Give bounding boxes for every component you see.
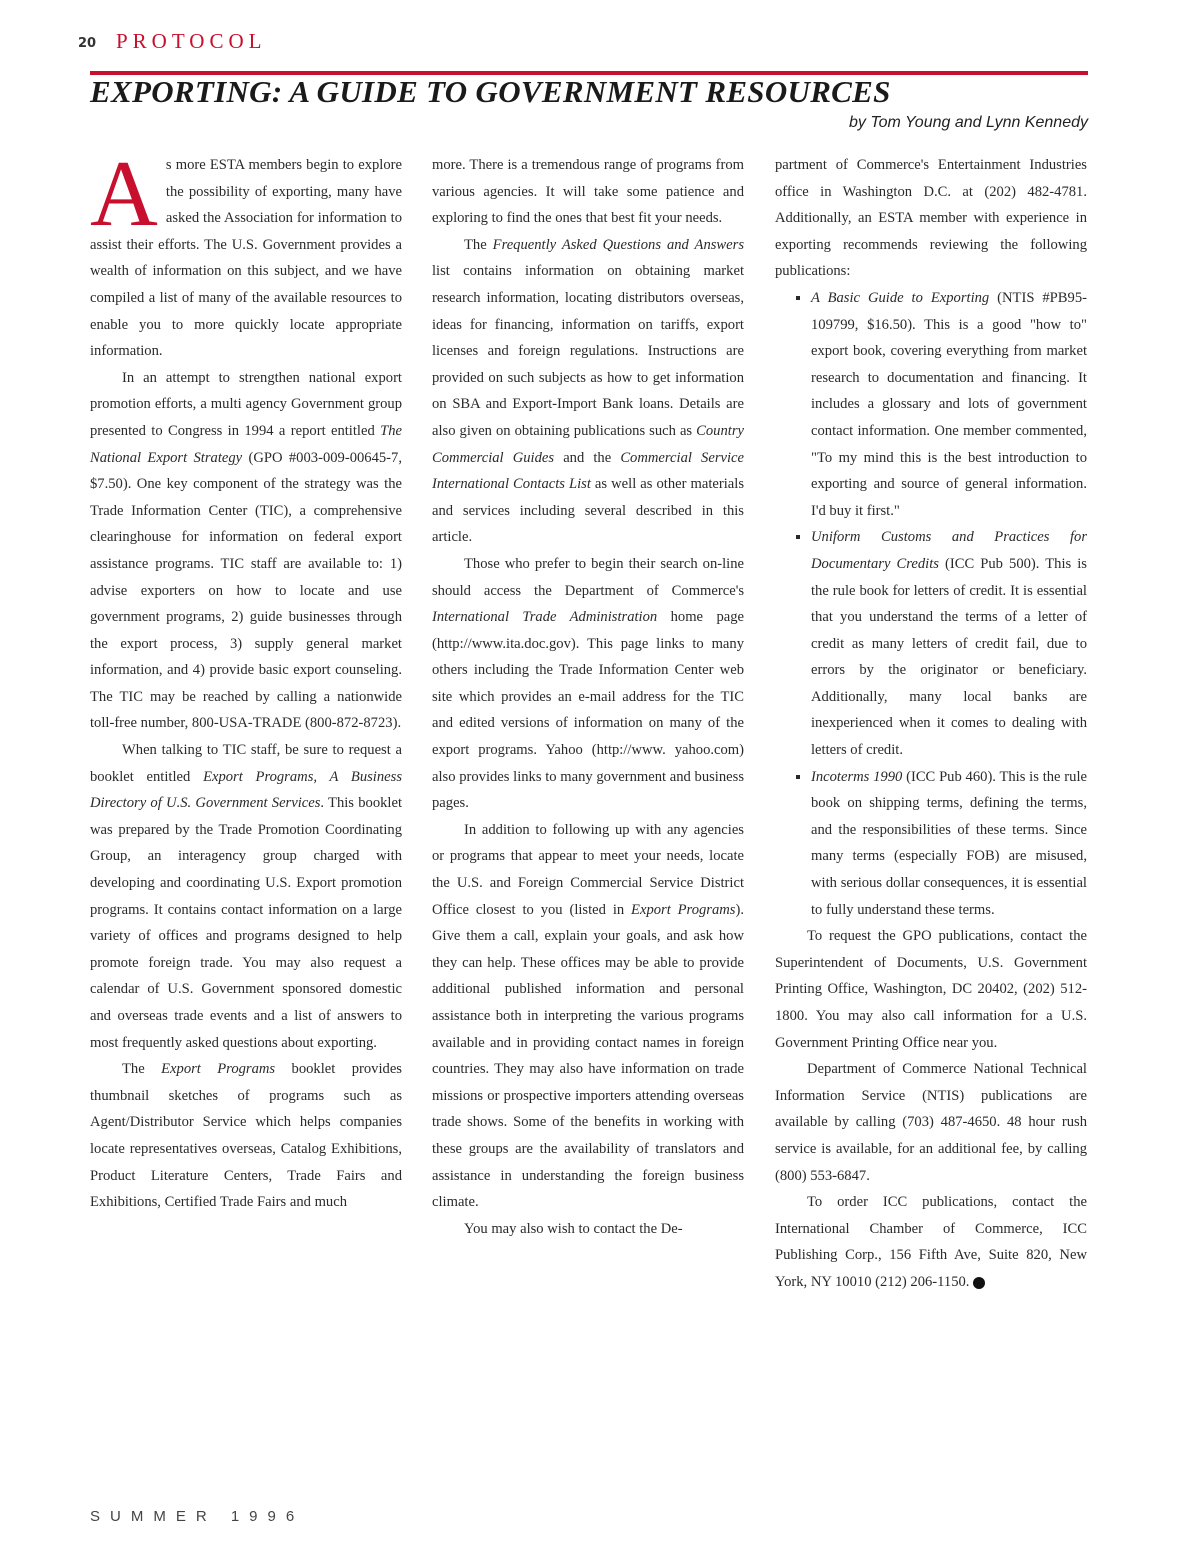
publication-title: Export Programs bbox=[161, 1061, 276, 1078]
paragraph-text: ). Give them a call, explain your goals, and ask how they can help. These offices may be able to provide additional published information and personal assistance both in interpreting the various programs available and in providing contact names in foreign countries. They may also have information on trade missions or prospective importers attending overseas trade shows. Some of the benefits in working with these groups are the availability of translators and assistance in understanding the foreign business climate. bbox=[432, 901, 744, 1211]
paragraph bbox=[775, 923, 1087, 1056]
byline: by Tom Young and Lynn Kennedy bbox=[848, 114, 1088, 131]
paragraph bbox=[90, 365, 402, 737]
paragraph-text: Department of Commerce National Technical Information Service (NTIS) publications are available by calling (703) 487-4650. 48 hour rush service is available, for an additional fee, by calling (800) 553-6847. bbox=[775, 1061, 1087, 1184]
paragraph-text: partment of Commerce's Entertainment Industries office in Washington D.C. at (202) 482-4781. Additionally, an ESTA member with experience in exporting recommends reviewing the following publications: bbox=[775, 157, 1087, 280]
footer-issue: SUMMER 1996 bbox=[90, 1508, 305, 1525]
paragraph-text: The bbox=[122, 1061, 162, 1078]
publication-title: Frequently Asked Questions and Answers bbox=[492, 236, 745, 253]
paragraph bbox=[775, 152, 1087, 285]
list-item-text: (ICC Pub 500). This is the rule book for letters of credit. It is essential that you understand the terms of a letter of credit as many letters of credit fail, due to errors by the originator or beneficiary. Additionally, many local banks are inexperienced when it comes to dealing with letters of credit. bbox=[811, 555, 1087, 759]
paragraph-text: In an attempt to strengthen national export promotion efforts, a multi agency Government group presented to Congress in 1994 a report entitled bbox=[90, 369, 402, 439]
paragraph-text: more. There is a tremendous range of programs from various agencies. It will take some patience and exploring to find the ones that best fit your needs. bbox=[432, 157, 744, 227]
paragraph-text: and the bbox=[554, 449, 621, 466]
list-item-text: (NTIS #PB95-109799, $16.50). This is a good "how to" export book, covering everything from market research to documentation and financing. It includes a glossary and lots of government contact information. One member commented, "To my mind this is the best introduction to exporting and source of general information. I'd buy it first." bbox=[811, 289, 1087, 519]
paragraph-text: The bbox=[464, 236, 493, 253]
publication-title: Commercial Service International Contacts List bbox=[432, 449, 744, 493]
column-3 bbox=[775, 152, 1087, 1296]
section-header: PROTOCOL bbox=[116, 29, 267, 53]
page-number: 20 bbox=[78, 36, 97, 51]
paragraph bbox=[775, 1056, 1087, 1189]
paragraph bbox=[90, 142, 402, 365]
end-mark-icon bbox=[973, 1277, 985, 1289]
paragraph bbox=[432, 1216, 744, 1243]
paragraph-text: To request the GPO publications, contact the Superintendent of Documents, U.S. Government Printing Office, Washington, DC 20402, (202) 512-1800. You may also call information for a U.S. Government Printing Office near you. bbox=[775, 928, 1087, 1051]
paragraph-text: home page (http://www.ita.doc.gov). This page links to many others including the Trade Information Center web site which provides an e-mail address for the TIC and edited versions of information on many of the export programs. Yahoo (http://www. yahoo.com) also provides links to many government and business pages. bbox=[432, 609, 744, 812]
publication-title: Export Programs bbox=[631, 901, 736, 918]
publication-title: A Basic Guide to Exporting bbox=[811, 289, 990, 306]
paragraph bbox=[775, 1189, 1087, 1295]
paragraph-text: When talking to TIC staff, be sure to request a booklet entitled bbox=[90, 742, 402, 785]
paragraph-text: . This booklet was prepared by the Trade Promotion Coordinating Group, an interagency group charged with developing and coordinating U.S. Export promotion programs. It contains contact information on a large variety of offices and programs designed to help promote foreign trade. You may also request a calendar of U.S. Government sponsored domestic and overseas trade events and a list of answers to most frequently asked questions about exporting. bbox=[90, 795, 402, 1051]
paragraph-text: booklet provides thumbnail sketches of programs such as Agent/Distributor Service which helps companies locate representatives overseas, Catalog Exhibitions, Product Literature Centers, Trade Fairs and Exhibitions, Certified Trade Fairs and much bbox=[90, 1061, 402, 1211]
paragraph-text: s more ESTA members begin to explore the possibility of exporting, many have asked the Association for information to assist their efforts. The U.S. Government provides a wealth of information on this subject, and we have compiled a list of many of the available resources to enable you to more quickly locate appropriate information. bbox=[90, 157, 402, 360]
paragraph-text: Those who prefer to begin their search on-line should access the Department of Commerce's bbox=[432, 555, 744, 599]
paragraph-text: (GPO #003-009-00645-7, $7.50). One key component of the strategy was the Trade Information Center (TIC), a comprehensive clearinghouse for information on federal export assistance programs. TIC staff are available to: 1) advise exporters on how to locate and use government programs, 2) guide businesses through the export process, 3) supply general market information, and 4) provide basic export counseling. The TIC may be reached by calling a nationwide toll-free number, 800-USA-TRADE (800-872-8723). bbox=[90, 449, 402, 732]
publication-title: International Trade Administration bbox=[432, 609, 658, 626]
list-item bbox=[811, 524, 1087, 763]
article-title: EXPORTING: A GUIDE TO GOVERNMENT RESOURCES bbox=[90, 74, 891, 109]
publication-title: Uniform Customs and Practices for Documentary Credits bbox=[811, 529, 1087, 572]
paragraph bbox=[432, 817, 744, 1216]
publication-title: Export Programs, A Business Directory of U.S. Government Services bbox=[90, 768, 402, 812]
paragraph-text: To order ICC publications, contact the International Chamber of Commerce, ICC Publishing Corp., 156 Fifth Ave, Suite 820, New York, NY 10010 (212) 206-1150. bbox=[775, 1194, 1087, 1290]
publication-title: Incoterms 1990 bbox=[811, 768, 903, 785]
publication-title: Country Commercial Guides bbox=[432, 422, 744, 466]
publication-list bbox=[775, 285, 1087, 923]
list-item bbox=[811, 285, 1087, 524]
paragraph-text: list contains information on obtaining market research information, locating distributors overseas, ideas for financing, information on tariffs, export licenses and foreign regulations. Instructions are provided on such subjects as how to get information on SBA and Export-Import Bank loans. Details are also given on obtaining publications such as bbox=[432, 263, 744, 439]
paragraph bbox=[432, 232, 744, 551]
paragraph bbox=[432, 152, 744, 232]
paragraph bbox=[90, 737, 402, 1056]
paragraph-text: In addition to following up with any agencies or programs that appear to meet your needs, locate the U.S. and Foreign Commercial Service District Office closest to you (listed in bbox=[432, 821, 744, 918]
list-item-text: (ICC Pub 460). This is the rule book on shipping terms, defining the terms, and the responsibilities of these terms. Since many terms (especially FOB) are misused, with serious dollar consequences, it is essential to fully understand these terms. bbox=[811, 768, 1087, 918]
paragraph-text: as well as other materials and services including several described in this article. bbox=[432, 476, 744, 546]
drop-cap: A bbox=[90, 142, 158, 246]
publication-title: The National Export Strategy bbox=[90, 422, 402, 466]
column-2 bbox=[432, 152, 744, 1242]
paragraph bbox=[432, 551, 744, 817]
list-item bbox=[811, 764, 1087, 924]
paragraph bbox=[90, 1056, 402, 1216]
column-1 bbox=[90, 142, 402, 1216]
paragraph-text: You may also wish to contact the De- bbox=[464, 1220, 683, 1237]
